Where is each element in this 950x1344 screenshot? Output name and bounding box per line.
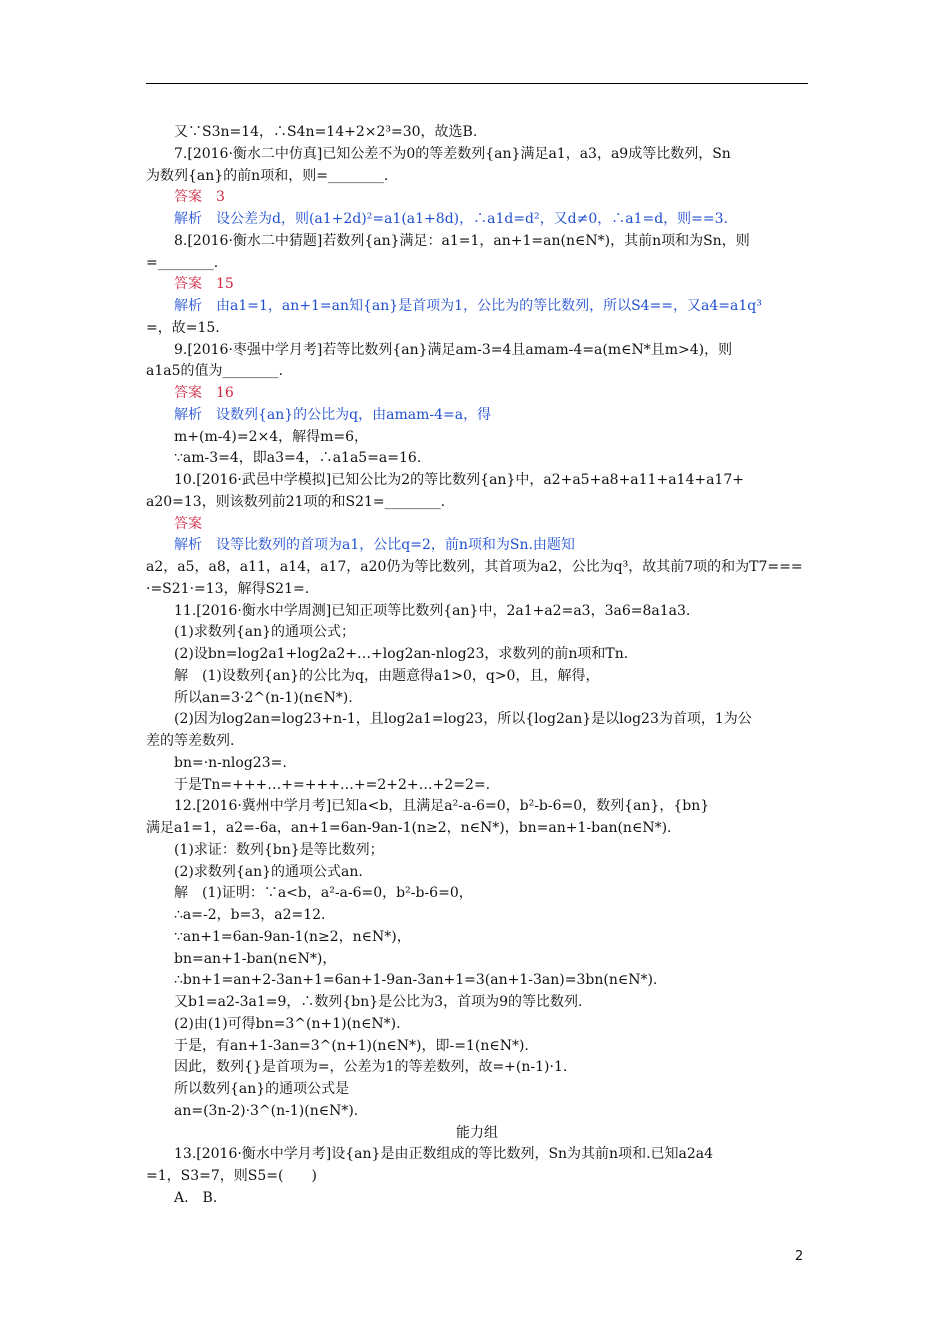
text-line: 于是，有an+1-3an=3^(n+1)(n∈N*)，即-=1(n∈N*). xyxy=(174,1037,529,1054)
solution-line: 解 (1)证明：∵a<b，a²-a-6=0，b²-b-6=0， xyxy=(174,885,473,902)
text-line: ∴a=-2，b=3，a2=12. xyxy=(174,907,326,923)
text-line: 满足a1=1，a2=-6a，an+1=6an-9an-1(n≥2，n∈N*)，bn=an+1-ban(n∈N*). xyxy=(146,820,672,836)
problem-12-line: 12.[2016·冀州中学月考]已知a<b，且满足a²-a-6=0，b²-b-6=0，数列{an}，{bn} xyxy=(174,798,710,815)
answer-line: 答案 16 xyxy=(174,385,234,401)
solution-line: 解 (1)设数列{an}的公比为q，由题意得a1>0，q>0，且，解得， xyxy=(174,667,600,684)
analysis-line: 解析 设数列{an}的公比为q，由amam-4=a，得 xyxy=(174,406,492,423)
page-number: 2 xyxy=(795,1249,804,1264)
text-line: 因此，数列{}是首项为=，公差为1的等差数列，故=+(n-1)·1. xyxy=(174,1059,568,1076)
text-line: =1，S3=7，则S5=( ) xyxy=(146,1168,317,1184)
problem-9-line: 9.[2016·枣强中学月考]若等比数列{an}满足am-3=4且amam-4=a(m∈N*且m>4)，则 xyxy=(174,341,733,358)
text-line: (2)因为log2an=log23+n-1，且log2a1=log23，所以{log2an}是以log23为首项，1为公 xyxy=(174,711,752,728)
analysis-line: 解析 设等比数列的首项为a1，公比q=2，前n项和为Sn.由题知 xyxy=(174,537,575,554)
text-line: an=(3n-2)·3^(n-1)(n∈N*). xyxy=(174,1102,359,1119)
page-content xyxy=(146,122,808,1210)
text-line: a1a5的值为________. xyxy=(146,363,283,380)
text-line: a2，a5，a8，a11，a14，a17，a20仍为等比数列，其首项为a2，公比为q³，故其前7项的和为T7=== xyxy=(146,559,803,575)
text-line: m+(m-4)=2×4，解得m=6， xyxy=(174,428,369,445)
text-line: (1)求证：数列{bn}是等比数列； xyxy=(174,841,384,858)
text-line: 又∵S3n=14，∴S4n=14+2×2³=30，故选B. xyxy=(174,124,478,140)
text-line: 差的等差数列. xyxy=(146,733,235,749)
answer-line: 答案 xyxy=(174,515,202,532)
text-line: 又b1=a2-3a1=9，∴数列{bn}是公比为3，首项为9的等比数列. xyxy=(174,994,583,1010)
problem-11-line: 11.[2016·衡水中学周测]已知正项等比数列{an}中，2a1+a2=a3，3a6=8a1a3. xyxy=(174,602,691,619)
answer-line: 答案 15 xyxy=(174,276,234,293)
text-line: ∴bn+1=an+2-3an+1=6an+1-9an-3an+1=3(an+1-3an)=3bn(n∈N*). xyxy=(174,972,658,989)
problem-8-line: 8.[2016·衡水二中猜题]若数列{an}满足：a1=1，an+1=an(n∈N*)，其前n项和为Sn，则 xyxy=(174,232,750,249)
text-line: (2)求数列{an}的通项公式an. xyxy=(174,863,363,880)
text-line: 为数列{an}的前n项和，则=________. xyxy=(146,167,389,184)
problem-7-line: 7.[2016·衡水二中仿真]已知公差不为0的等差数列{an}满足a1，a3，a9成等比数列，Sn xyxy=(174,145,731,162)
text-line: =，故=15. xyxy=(146,319,220,336)
text-line: 所以数列{an}的通项公式是 xyxy=(174,1081,350,1097)
text-line: (2)由(1)可得bn=3^(n+1)(n∈N*). xyxy=(174,1015,401,1032)
problem-10-line: 10.[2016·武邑中学模拟]已知公比为2的等比数列{an}中，a2+a5+a8+a11+a14+a17+ xyxy=(174,472,744,488)
text-line: bn=an+1-ban(n∈N*)， xyxy=(174,950,337,967)
section-heading: 能力组 xyxy=(456,1124,498,1141)
text-line: 所以an=3·2^(n-1)(n∈N*). xyxy=(174,689,353,706)
problem-13-line: 13.[2016·衡水中学月考]设{an}是由正数组成的等比数列，Sn为其前n项和.已知a2a4 xyxy=(174,1146,714,1163)
text-line: a20=13，则该数列前21项的和S21=________. xyxy=(146,493,446,510)
text-line: ∵am-3=4，即a3=4，∴a1a5=a=16. xyxy=(174,450,422,467)
analysis-line: 解析 由a1=1，an+1=an知{an}是首项为1，公比为的等比数列，所以S4==，又a4=a1q³ xyxy=(174,298,762,314)
choices-line: A. B. xyxy=(174,1189,218,1206)
text-line: ∵an+1=6an-9an-1(n≥2，n∈N*)， xyxy=(174,928,411,945)
answer-line: 答案 3 xyxy=(174,189,225,206)
text-line: (2)设bn=log2a1+log2a2+…+log2an-nlog23，求数列的前n项和Tn. xyxy=(174,646,629,662)
text-line: ·=S21·=13，解得S21=. xyxy=(146,580,310,597)
header-rule xyxy=(146,83,808,84)
text-line: (1)求数列{an}的通项公式； xyxy=(174,624,356,641)
analysis-line: 解析 设公差为d，则(a1+2d)²=a1(a1+8d)，∴a1d=d²，又d≠0，∴a1=d，则==3. xyxy=(174,211,728,227)
text-line: bn=·n-nlog23=. xyxy=(174,754,287,771)
text-line: 于是Tn=+++…+=+++…+=2+2+…+2=2=. xyxy=(174,776,491,793)
text-line: =________. xyxy=(146,254,219,271)
